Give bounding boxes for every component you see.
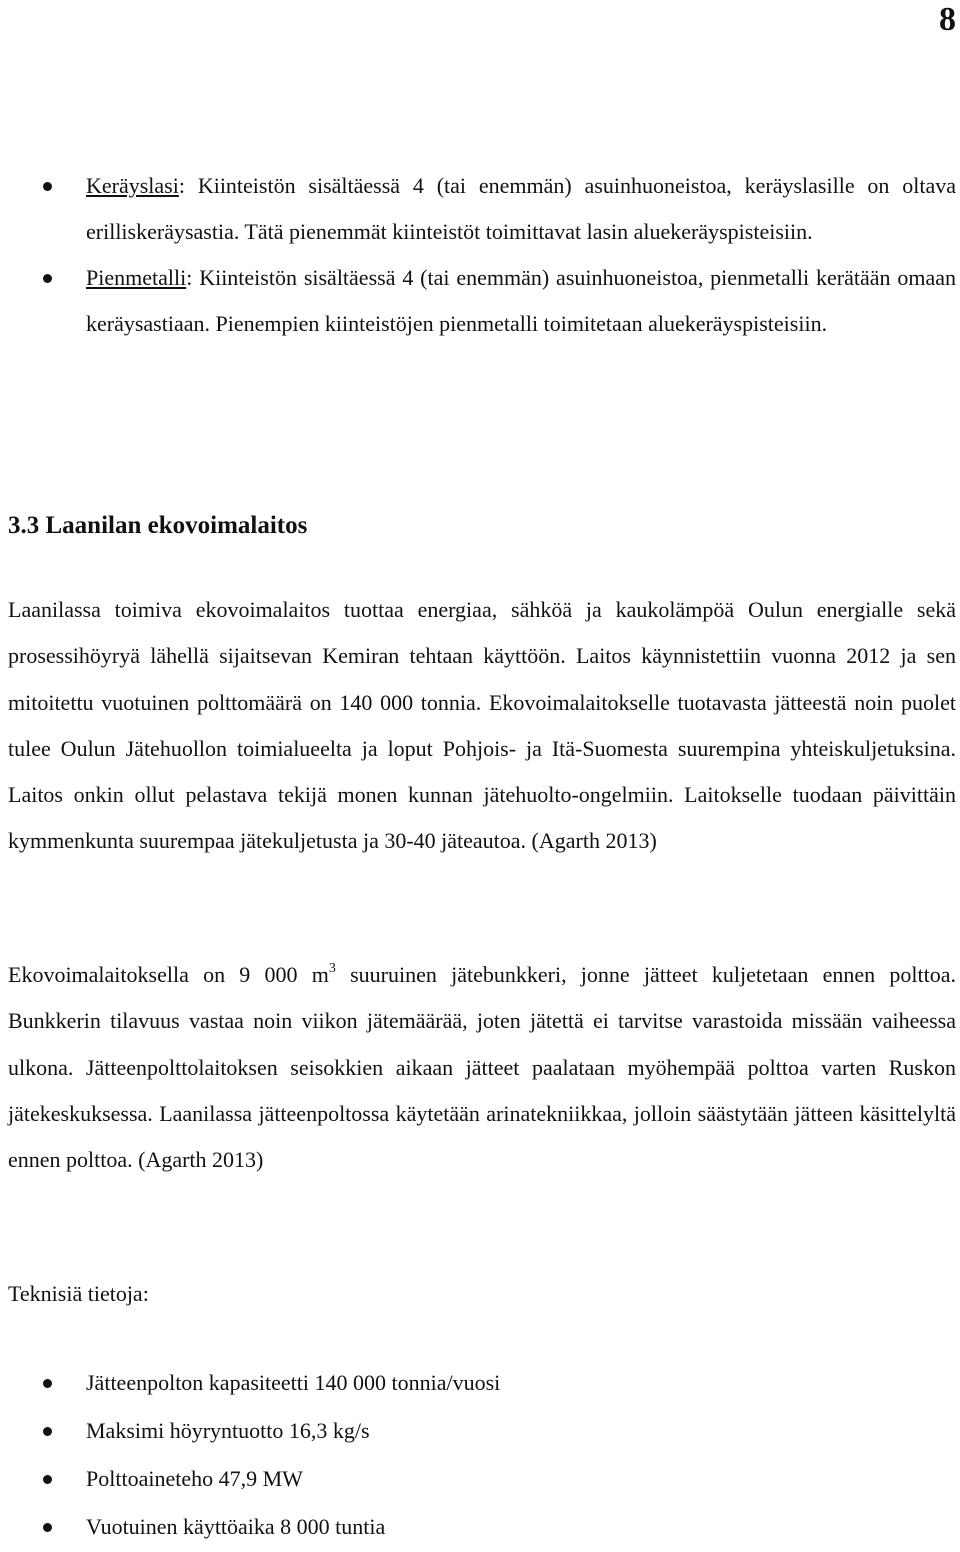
list-item-text: Vuotuinen käyttöaika 8 000 tuntia	[86, 1514, 386, 1539]
list-item	[0, 1456, 960, 1504]
list-item	[0, 163, 960, 255]
list-item	[0, 1408, 960, 1456]
body-paragraph	[8, 952, 956, 1183]
bullet-dot-icon	[43, 274, 52, 283]
superscript-exponent: 3	[328, 961, 336, 976]
tech-data-heading: Teknisiä tietoja:	[8, 1281, 149, 1306]
list-item-text	[86, 255, 956, 347]
page-number: 8	[939, 1, 956, 38]
list-item	[0, 255, 960, 347]
bullet-dot-icon	[43, 1523, 52, 1532]
list-item-term: Keräyslasi	[86, 173, 179, 198]
paragraph-rest: suuruinen jätebunkkeri, jonne jätteet kuljetetaan ennen polttoa. Bunkkerin tilavuus vastaa noin viikon jätemäärää, joten jätettä ei tarvitse varastoida missään vaiheessa ulkona. Jätteenpolttolaitoksen seisokkien aikaan jätteet paalataan myöhempää polttoa varten Ruskon jätekeskuksessa. Laanilassa jätteenpoltossa käytetään arinatekniikkaa, jolloin säästytään jätteen käsittelyltä ennen polttoa. (Agarth 2013)	[8, 962, 956, 1173]
list-item-text	[86, 163, 956, 255]
bullet-dot-icon	[43, 1475, 52, 1484]
paragraph-lead: Ekovoimalaitoksella on 9 000 m	[8, 962, 329, 987]
list-item-term: Pienmetalli	[86, 265, 187, 290]
tech-data-list	[0, 1360, 960, 1552]
list-item-text: Jätteenpolton kapasiteetti 140 000 tonnia/vuosi	[86, 1370, 501, 1395]
term-separator: :	[186, 265, 200, 290]
section-heading: 3.3 Laanilan ekovoimalaitos	[8, 512, 308, 539]
waste-bullet-list	[0, 163, 960, 347]
bullet-dot-icon	[43, 1427, 52, 1436]
list-item-description: Kiinteistön sisältäessä 4 (tai enemmän) asuinhuoneistoa, keräyslasille on oltava erilliskeräysastia. Tätä pienemmät kiinteistöt toimittavat lasin aluekeräyspisteisiin.	[86, 173, 956, 244]
list-item-text: Polttoaineteho 47,9 MW	[86, 1466, 303, 1491]
term-separator: :	[178, 173, 198, 198]
bullet-dot-icon	[43, 182, 52, 191]
list-item-description: Kiinteistön sisältäessä 4 (tai enemmän) asuinhuoneistoa, pienmetalli kerätään omaan keräysastiaan. Pienempien kiinteistöjen pienmetalli toimitetaan aluekeräyspisteisiin.	[86, 265, 956, 336]
bullet-dot-icon	[43, 1379, 52, 1388]
body-paragraph: Laanilassa toimiva ekovoimalaitos tuottaa energiaa, sähköä ja kaukolämpöä Oulun energialle sekä prosessihöyryä lähellä sijaitsevan Kemiran tehtaan käyttöön. Laitos käynnistettiin vuonna 2012 ja sen mitoitettu vuotuinen polttomäärä on 140 000 tonnia. Ekovoimalaitokselle tuotavasta jätteestä noin puolet tulee Oulun Jätehuollon toimialueelta ja loput Pohjois- ja Itä-Suomesta suurempina yhteiskuljetuksina. Laitos onkin ollut pelastava tekijä monen kunnan jätehuolto-ongelmiin. Laitokselle tuodaan päivittäin kymmenkunta suurempaa jätekuljetusta ja 30-40 jäteautoa. (Agarth 2013)	[8, 597, 956, 854]
list-item	[0, 1360, 960, 1408]
list-item-text: Maksimi höyryntuotto 16,3 kg/s	[86, 1418, 370, 1443]
